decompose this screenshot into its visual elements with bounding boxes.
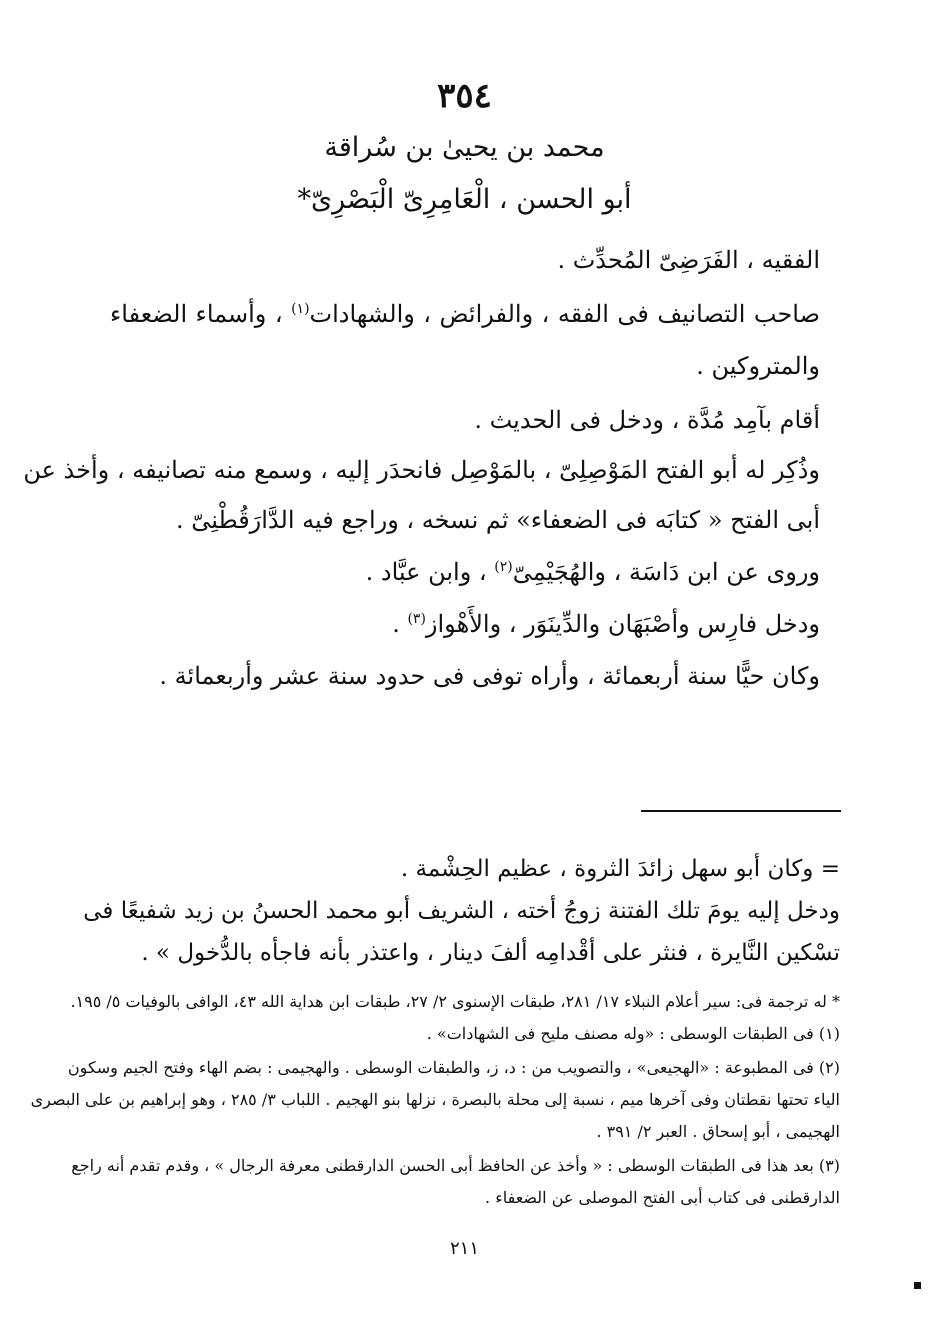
body-text-span: ، وأسماء الضعفاء: [110, 300, 292, 328]
body-text-span: وروى عن ابن دَاسَة ، والهُجَيْمِىّ: [512, 558, 820, 586]
footnote-2-line-3: الهجيمى ، أبو إسحاق . العبر ٢/ ٣٩١ .: [596, 1122, 840, 1141]
body-text-span: ، وابن عبَّاد .: [365, 558, 495, 586]
footnote-2-line-2: الياء تحتها نقطتان وفى آخرها ميم ، نسبة إلى محلة بالبصرة ، نزلها بنو الهجيم . اللباب ٣/ ٢٨٥ ، وهو إبراهيم بن على البصرى: [30, 1090, 840, 1109]
footnote-star: * له ترجمة فى: سير أعلام النبلاء ١٧/ ٢٨١، طبقات الإسنوى ٢/ ٢٧، طبقات ابن هداية الله ٤٣، الوافى بالوفيات ٥/ ١٩٥.: [70, 992, 840, 1011]
footnote-continuation-line-1: = وكان أبو سهل زائدَ الثروة ، عظيم الحِشْمة .: [400, 856, 840, 882]
body-paragraph-4-line-1: وذُكِر له أبو الفتح المَوْصِلِىّ ، بالمَوْصِل فانحدَر إليه ، وسمع منه تصانيفه ، وأخذ عن: [23, 456, 820, 484]
footnote-3-line-2: الدارقطنى فى كتاب أبى الفتح الموصلى عن الضعفاء .: [485, 1188, 840, 1207]
body-paragraph-5: [110, 558, 820, 586]
body-text-span: صاحب التصانيف فى الفقه ، والفرائض ، والشهادات: [309, 300, 820, 328]
body-paragraph-7: وكان حيًّا سنة أربعمائة ، وأراه توفى فى حدود سنة عشر وأربعمائة .: [159, 662, 820, 690]
footnote-1: (١) فى الطبقات الوسطى : «وله مصنف مليح فى الشهادات» .: [426, 1024, 840, 1043]
scan-edge-mark: [914, 1282, 921, 1289]
body-text-span: .: [392, 610, 408, 638]
body-paragraph-6: [110, 610, 820, 638]
body-paragraph-2-line-1: [110, 300, 820, 328]
body-paragraph-4-line-2: أبى الفتح « كتابَه فى الضعفاء» ثم نسخه ، وراجع فيه الدَّارَقُطْنِىّ .: [176, 506, 820, 534]
footnote-continuation-line-3: تسْكين النَّايرة ، فنثر على أقْدامِه ألفَ دينار ، واعتذر بأنه فاجأه بالدُّخول » .: [141, 940, 840, 966]
footnote-divider: [641, 810, 841, 812]
footnote-ref-2: (٢): [494, 559, 513, 575]
entry-number: ٣٥٤: [437, 76, 492, 116]
body-paragraph-2-line-2: والمتروكين .: [696, 352, 820, 380]
entry-title-kunya: أبو الحسن ، الْعَامِرِىّ الْبَصْرِىّ*: [297, 184, 632, 215]
page-number: ٢١١: [449, 1238, 479, 1259]
body-paragraph-1: الفقيه ، الفَرَضِىّ المُحدِّث .: [557, 246, 820, 274]
footnote-2-line-1: (٢) فى المطبوعة : «الهجيعى» ، والتصويب من : د، ز، والطبقات الوسطى . والهجيمى : بضم الهاء وفتح الجيم وسكون: [67, 1058, 840, 1077]
footnote-ref-3: (٣): [407, 611, 426, 627]
footnote-ref-1: (١): [291, 301, 310, 317]
footnote-continuation-line-2: ودخل إليه يومَ تلك الفتنة زوجُ أخته ، الشريف أبو محمد الحسنُ بن زيد شفيعًا فى: [83, 898, 840, 924]
body-text-span: ودخل فارِس وأصْبَهَان والدِّينَوَر ، والأَهْواز: [425, 610, 820, 638]
footnote-3-line-1: (٣) بعد هذا فى الطبقات الوسطى : « وأخذ عن الحافظ أبى الحسن الدارقطنى معرفة الرجال » ، وقدم تقدم أنه راجع: [71, 1156, 840, 1175]
body-paragraph-3: أقام بآمِد مُدَّة ، ودخل فى الحديث .: [474, 406, 820, 434]
entry-title-name: محمد بن يحيىٰ بن سُراقة: [324, 132, 605, 163]
